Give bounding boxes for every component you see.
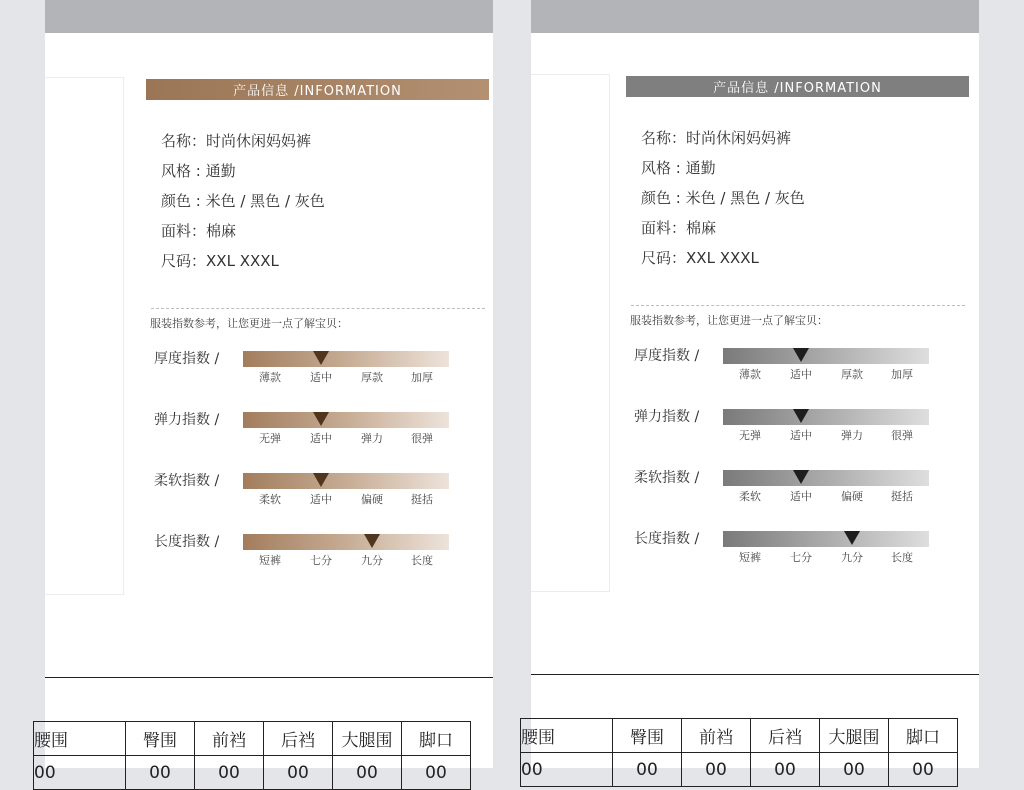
table-row [521, 753, 958, 787]
tick-label: 很弹 [411, 432, 433, 445]
index-ticks [243, 553, 449, 569]
section-separator [531, 674, 979, 675]
index-marker-icon [313, 473, 329, 487]
tick-label: 适中 [790, 429, 812, 442]
property-name: 名称：时尚休闲妈妈裤 [641, 129, 792, 147]
product-card-left [34, 0, 493, 783]
table-cell: 00 [34, 756, 126, 790]
tick-label: 长度 [411, 554, 433, 567]
index-marker-icon [793, 348, 809, 362]
index-ticks [723, 550, 929, 566]
index-gradient-bar [243, 534, 449, 550]
table-header-cell: 前裆 [682, 719, 751, 753]
tick-label: 柔软 [259, 493, 281, 506]
property-size: 尺码：XXL XXXL [161, 252, 279, 270]
table-header-row [521, 719, 958, 753]
tick-label: 短裤 [259, 554, 281, 567]
tick-label: 弹力 [361, 432, 383, 445]
tick-label: 薄款 [739, 368, 761, 381]
index-elasticity [154, 410, 464, 450]
table-cell: 00 [820, 753, 889, 787]
tick-label: 偏硬 [841, 490, 863, 503]
property-size: 尺码：XXL XXXL [641, 249, 759, 267]
index-marker-icon [313, 412, 329, 426]
index-ticks [723, 489, 929, 505]
property-color: 颜色 : 米色 / 黑色 / 灰色 [641, 189, 805, 207]
index-marker-icon [793, 470, 809, 484]
table-header-row [34, 722, 471, 756]
index-gradient-bar [723, 409, 929, 425]
table-header-cell: 大腿围 [333, 722, 402, 756]
index-ticks [243, 370, 449, 386]
tick-label: 无弹 [739, 429, 761, 442]
index-ticks [243, 431, 449, 447]
property-name: 名称：时尚休闲妈妈裤 [161, 132, 312, 150]
product-photo-frame [531, 74, 610, 592]
table-header-cell: 腰围 [34, 722, 126, 756]
table-cell: 00 [126, 756, 195, 790]
tick-label: 很弹 [891, 429, 913, 442]
info-title: 产品信息 /INFORMATION [713, 81, 882, 96]
reference-text: 服装指数参考，让您更进一点了解宝贝： [150, 317, 348, 330]
index-label: 柔软指数 / [154, 473, 220, 489]
tick-label: 偏硬 [361, 493, 383, 506]
table-header-cell: 前裆 [195, 722, 264, 756]
index-gradient-bar [243, 351, 449, 367]
index-ticks [723, 367, 929, 383]
index-label: 弹力指数 / [154, 412, 220, 428]
table-cell: 00 [264, 756, 333, 790]
table-cell: 00 [751, 753, 820, 787]
info-title: 产品信息 /INFORMATION [233, 84, 402, 99]
info-title-bar [146, 79, 489, 100]
size-table [520, 718, 958, 787]
size-table [33, 721, 471, 790]
index-gradient-bar [723, 348, 929, 364]
table-header-cell: 大腿围 [820, 719, 889, 753]
index-gradient-bar [723, 470, 929, 486]
table-cell: 00 [613, 753, 682, 787]
index-label: 厚度指数 / [634, 348, 700, 364]
dashed-divider [631, 305, 965, 306]
tick-label: 弹力 [841, 429, 863, 442]
index-ticks [243, 492, 449, 508]
property-fabric: 面料：棉麻 [641, 219, 717, 237]
product-card-right [521, 0, 979, 780]
tick-label: 长度 [891, 551, 913, 564]
tick-label: 厚款 [841, 368, 863, 381]
reference-text: 服装指数参考，让您更进一点了解宝贝： [630, 314, 828, 327]
product-properties [161, 127, 325, 277]
property-fabric: 面料：棉麻 [161, 222, 237, 240]
index-marker-icon [793, 409, 809, 423]
section-separator [45, 677, 493, 678]
index-gradient-bar [243, 412, 449, 428]
product-photo-frame [45, 77, 124, 595]
tick-label: 七分 [310, 554, 332, 567]
tick-label: 适中 [790, 368, 812, 381]
index-label: 长度指数 / [634, 531, 700, 547]
table-cell: 00 [195, 756, 264, 790]
index-gradient-bar [723, 531, 929, 547]
tick-label: 挺括 [891, 490, 913, 503]
index-length [634, 529, 944, 569]
tick-label: 无弹 [259, 432, 281, 445]
tick-label: 加厚 [411, 371, 433, 384]
table-cell: 00 [889, 753, 958, 787]
index-marker-icon [313, 351, 329, 365]
index-gradient-bar [243, 473, 449, 489]
dashed-divider [151, 308, 485, 309]
info-title-bar [626, 76, 969, 97]
index-label: 长度指数 / [154, 534, 220, 550]
tick-label: 适中 [310, 371, 332, 384]
tick-label: 适中 [310, 493, 332, 506]
table-header-cell: 脚口 [402, 722, 471, 756]
table-header-cell: 腰围 [521, 719, 613, 753]
table-header-cell: 臀围 [126, 722, 195, 756]
index-thickness [154, 349, 464, 389]
index-label: 厚度指数 / [154, 351, 220, 367]
table-header-cell: 后裆 [751, 719, 820, 753]
table-cell: 00 [333, 756, 402, 790]
tick-label: 加厚 [891, 368, 913, 381]
tick-label: 短裤 [739, 551, 761, 564]
table-header-cell: 后裆 [264, 722, 333, 756]
table-cell: 00 [521, 753, 613, 787]
property-color: 颜色 : 米色 / 黑色 / 灰色 [161, 192, 325, 210]
tick-label: 九分 [841, 551, 863, 564]
tick-label: 九分 [361, 554, 383, 567]
product-properties [641, 124, 805, 274]
table-header-cell: 脚口 [889, 719, 958, 753]
index-label: 弹力指数 / [634, 409, 700, 425]
top-bar [531, 0, 979, 33]
tick-label: 薄款 [259, 371, 281, 384]
property-style: 风格 : 通勤 [641, 159, 716, 177]
table-cell: 00 [682, 753, 751, 787]
index-length [154, 532, 464, 572]
index-softness [634, 468, 944, 508]
tick-label: 柔软 [739, 490, 761, 503]
index-elasticity [634, 407, 944, 447]
index-marker-icon [844, 531, 860, 545]
tick-label: 厚款 [361, 371, 383, 384]
top-bar [45, 0, 493, 33]
tick-label: 七分 [790, 551, 812, 564]
index-softness [154, 471, 464, 511]
tick-label: 挺括 [411, 493, 433, 506]
table-cell: 00 [402, 756, 471, 790]
table-header-cell: 臀围 [613, 719, 682, 753]
index-marker-icon [364, 534, 380, 548]
property-style: 风格 : 通勤 [161, 162, 236, 180]
index-thickness [634, 346, 944, 386]
tick-label: 适中 [790, 490, 812, 503]
table-row [34, 756, 471, 790]
tick-label: 适中 [310, 432, 332, 445]
index-ticks [723, 428, 929, 444]
index-label: 柔软指数 / [634, 470, 700, 486]
